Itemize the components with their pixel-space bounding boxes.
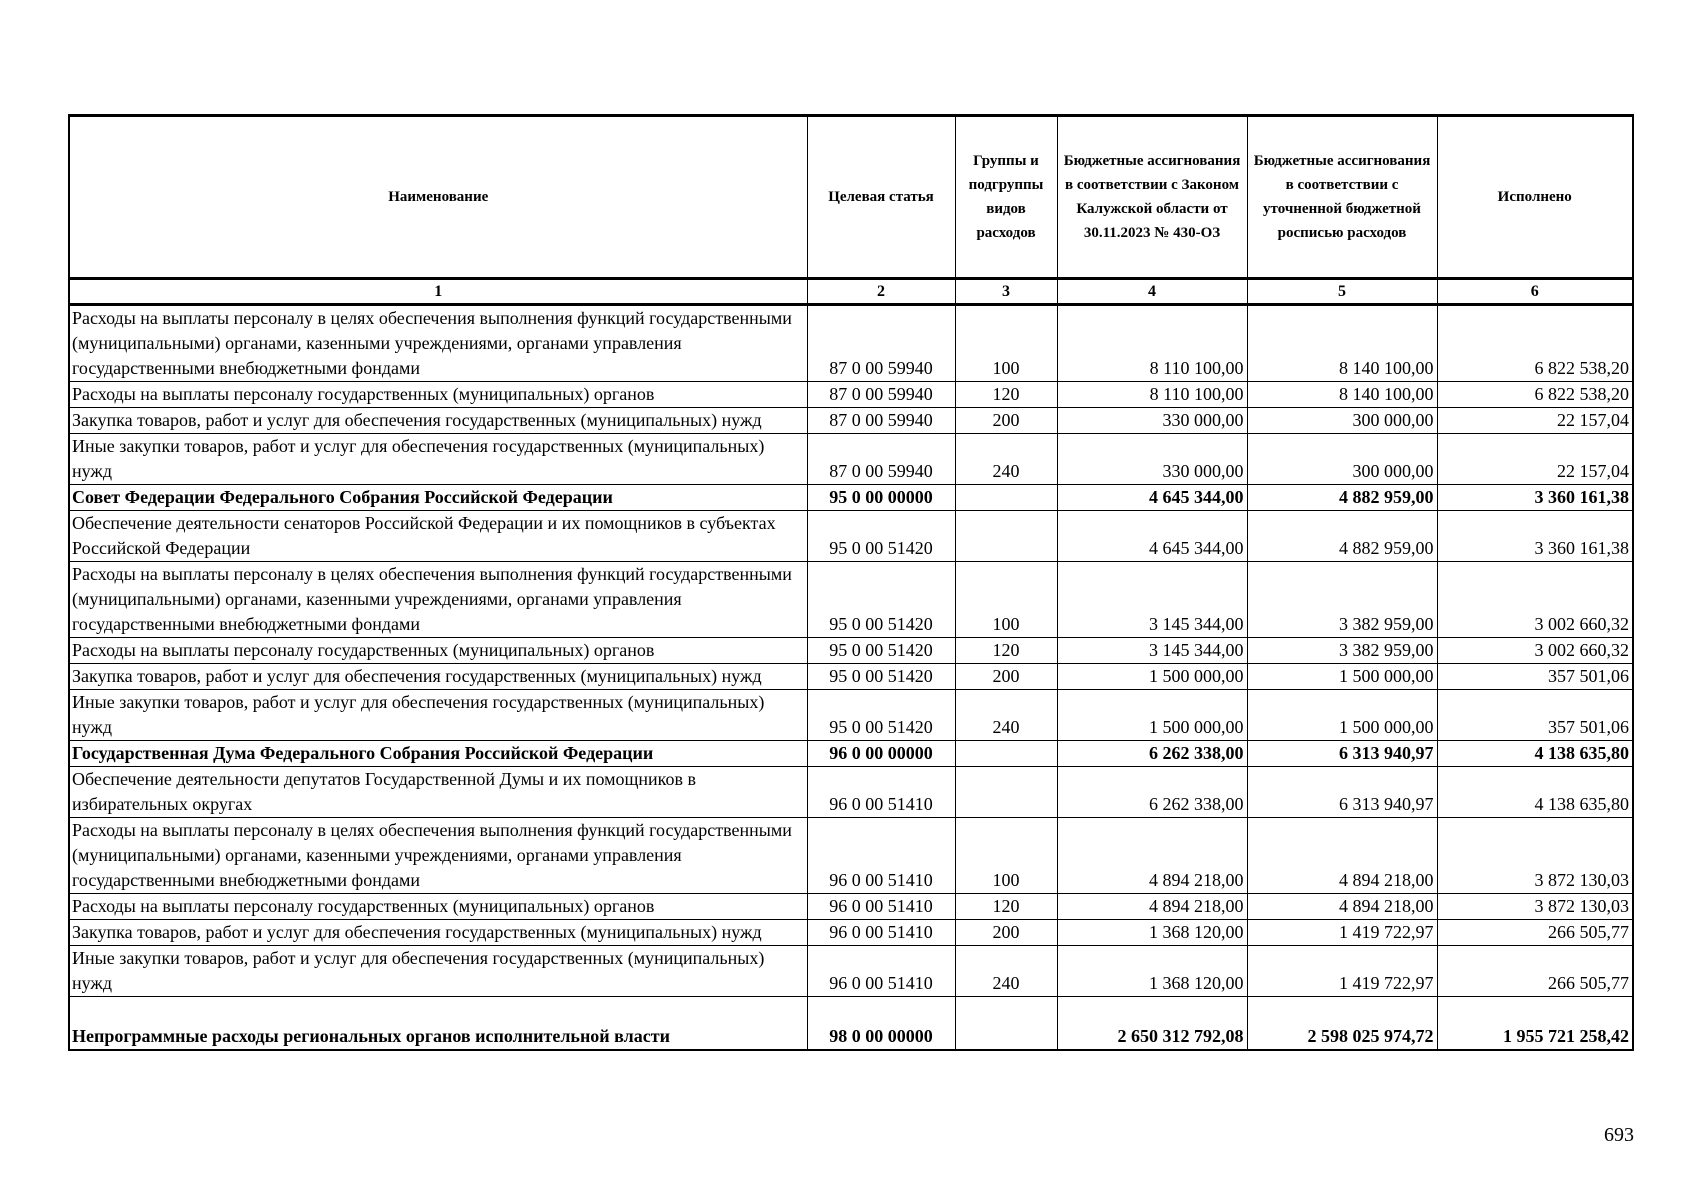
row-executed-amount: 1 955 721 258,42	[1437, 997, 1633, 1051]
row-refined-amount: 4 882 959,00	[1247, 511, 1437, 562]
row-executed-amount: 3 002 660,32	[1437, 562, 1633, 638]
row-name: Непрограммные расходы региональных органов исполнительной власти	[69, 997, 807, 1051]
row-expense-group: 120	[955, 638, 1057, 664]
row-name: Иные закупки товаров, работ и услуг для обеспечения государственных (муниципальных) нужд	[69, 690, 807, 741]
column-number: 1	[69, 279, 807, 305]
row-name: Государственная Дума Федерального Собрания Российской Федерации	[69, 741, 807, 767]
row-executed-amount: 3 872 130,03	[1437, 818, 1633, 894]
row-law-amount: 6 262 338,00	[1057, 767, 1247, 818]
row-name: Расходы на выплаты персоналу государственных (муниципальных) органов	[69, 894, 807, 920]
row-refined-amount: 4 894 218,00	[1247, 818, 1437, 894]
header-refined-allocations: Бюджетные ассигнования в соответствии с уточненной бюджетной росписью расходов	[1247, 116, 1437, 279]
column-number: 3	[955, 279, 1057, 305]
table-row	[69, 997, 1633, 1051]
row-executed-amount: 357 501,06	[1437, 664, 1633, 690]
row-refined-amount: 300 000,00	[1247, 408, 1437, 434]
row-refined-amount: 6 313 940,97	[1247, 767, 1437, 818]
table-row	[69, 741, 1633, 767]
row-executed-amount: 22 157,04	[1437, 408, 1633, 434]
row-expense-group: 200	[955, 664, 1057, 690]
row-refined-amount: 1 500 000,00	[1247, 690, 1437, 741]
row-executed-amount: 6 822 538,20	[1437, 305, 1633, 382]
row-refined-amount: 4 894 218,00	[1247, 894, 1437, 920]
row-target-article: 96 0 00 51410	[807, 818, 955, 894]
row-target-article: 95 0 00 51420	[807, 638, 955, 664]
table-row	[69, 562, 1633, 638]
row-expense-group: 100	[955, 305, 1057, 382]
page-number: 693	[1604, 1124, 1634, 1146]
header-name: Наименование	[69, 116, 807, 279]
row-expense-group	[955, 997, 1057, 1051]
row-name: Расходы на выплаты персоналу в целях обеспечения выполнения функций государственными (муниципальными) органами, казенными учреждениями, органами управления государственными внебюджетными фондами	[69, 562, 807, 638]
row-executed-amount: 3 360 161,38	[1437, 485, 1633, 511]
row-law-amount: 4 894 218,00	[1057, 894, 1247, 920]
table-row	[69, 920, 1633, 946]
row-name: Иные закупки товаров, работ и услуг для обеспечения государственных (муниципальных) нужд	[69, 434, 807, 485]
row-name: Обеспечение деятельности сенаторов Российской Федерации и их помощников в субъектах Российской Федерации	[69, 511, 807, 562]
row-expense-group	[955, 767, 1057, 818]
row-executed-amount: 3 360 161,38	[1437, 511, 1633, 562]
row-name: Обеспечение деятельности депутатов Государственной Думы и их помощников в избирательных округах	[69, 767, 807, 818]
row-refined-amount: 300 000,00	[1247, 434, 1437, 485]
row-target-article: 95 0 00 51420	[807, 690, 955, 741]
column-number: 5	[1247, 279, 1437, 305]
column-number: 2	[807, 279, 955, 305]
row-refined-amount: 8 140 100,00	[1247, 382, 1437, 408]
row-name: Иные закупки товаров, работ и услуг для обеспечения государственных (муниципальных) нужд	[69, 946, 807, 997]
row-name: Совет Федерации Федерального Собрания Российской Федерации	[69, 485, 807, 511]
row-target-article: 96 0 00 51410	[807, 894, 955, 920]
row-target-article: 96 0 00 51410	[807, 920, 955, 946]
row-expense-group: 240	[955, 690, 1057, 741]
row-target-article: 96 0 00 00000	[807, 741, 955, 767]
row-law-amount: 1 368 120,00	[1057, 946, 1247, 997]
header-executed: Исполнено	[1437, 116, 1633, 279]
row-refined-amount: 1 419 722,97	[1247, 946, 1437, 997]
row-law-amount: 8 110 100,00	[1057, 305, 1247, 382]
row-refined-amount: 2 598 025 974,72	[1247, 997, 1437, 1051]
row-name: Расходы на выплаты персоналу государственных (муниципальных) органов	[69, 638, 807, 664]
table-row	[69, 434, 1633, 485]
table-row	[69, 818, 1633, 894]
column-number: 6	[1437, 279, 1633, 305]
row-law-amount: 4 645 344,00	[1057, 485, 1247, 511]
table-row	[69, 894, 1633, 920]
row-name: Закупка товаров, работ и услуг для обеспечения государственных (муниципальных) нужд	[69, 408, 807, 434]
table-body	[69, 305, 1633, 1051]
row-expense-group: 240	[955, 434, 1057, 485]
table-header-row	[69, 116, 1633, 279]
header-target-article: Целевая статья	[807, 116, 955, 279]
row-expense-group	[955, 741, 1057, 767]
row-refined-amount: 3 382 959,00	[1247, 562, 1437, 638]
row-target-article: 95 0 00 00000	[807, 485, 955, 511]
row-executed-amount: 266 505,77	[1437, 920, 1633, 946]
row-expense-group: 100	[955, 818, 1057, 894]
row-law-amount: 330 000,00	[1057, 408, 1247, 434]
table-row	[69, 305, 1633, 382]
row-name: Расходы на выплаты персоналу государственных (муниципальных) органов	[69, 382, 807, 408]
row-executed-amount: 4 138 635,80	[1437, 741, 1633, 767]
row-executed-amount: 4 138 635,80	[1437, 767, 1633, 818]
table-row	[69, 638, 1633, 664]
row-expense-group: 120	[955, 894, 1057, 920]
table-row	[69, 690, 1633, 741]
row-law-amount: 6 262 338,00	[1057, 741, 1247, 767]
row-expense-group: 200	[955, 920, 1057, 946]
header-expense-groups: Группы и подгруппы видов расходов	[955, 116, 1057, 279]
row-target-article: 98 0 00 00000	[807, 997, 955, 1051]
table-row	[69, 408, 1633, 434]
row-law-amount: 3 145 344,00	[1057, 638, 1247, 664]
row-target-article: 95 0 00 51420	[807, 562, 955, 638]
row-law-amount: 3 145 344,00	[1057, 562, 1247, 638]
row-executed-amount: 6 822 538,20	[1437, 382, 1633, 408]
row-name: Расходы на выплаты персоналу в целях обеспечения выполнения функций государственными (муниципальными) органами, казенными учреждениями, органами управления государственными внебюджетными фондами	[69, 818, 807, 894]
row-executed-amount: 266 505,77	[1437, 946, 1633, 997]
row-refined-amount: 3 382 959,00	[1247, 638, 1437, 664]
row-executed-amount: 357 501,06	[1437, 690, 1633, 741]
row-name: Закупка товаров, работ и услуг для обеспечения государственных (муниципальных) нужд	[69, 920, 807, 946]
row-refined-amount: 1 419 722,97	[1247, 920, 1437, 946]
row-target-article: 87 0 00 59940	[807, 305, 955, 382]
row-law-amount: 1 500 000,00	[1057, 690, 1247, 741]
row-refined-amount: 1 500 000,00	[1247, 664, 1437, 690]
row-law-amount: 2 650 312 792,08	[1057, 997, 1247, 1051]
row-executed-amount: 22 157,04	[1437, 434, 1633, 485]
header-law-allocations: Бюджетные ассигнования в соответствии с Законом Калужской области от 30.11.2023 № 430-ОЗ	[1057, 116, 1247, 279]
row-law-amount: 4 894 218,00	[1057, 818, 1247, 894]
row-target-article: 96 0 00 51410	[807, 946, 955, 997]
row-target-article: 87 0 00 59940	[807, 382, 955, 408]
row-target-article: 87 0 00 59940	[807, 408, 955, 434]
table-row	[69, 946, 1633, 997]
row-target-article: 95 0 00 51420	[807, 511, 955, 562]
table-row	[69, 664, 1633, 690]
row-expense-group: 120	[955, 382, 1057, 408]
row-executed-amount: 3 872 130,03	[1437, 894, 1633, 920]
row-law-amount: 4 645 344,00	[1057, 511, 1247, 562]
row-refined-amount: 4 882 959,00	[1247, 485, 1437, 511]
budget-table	[68, 114, 1634, 1051]
row-law-amount: 1 368 120,00	[1057, 920, 1247, 946]
row-expense-group: 100	[955, 562, 1057, 638]
row-law-amount: 330 000,00	[1057, 434, 1247, 485]
table-row	[69, 485, 1633, 511]
row-target-article: 96 0 00 51410	[807, 767, 955, 818]
row-refined-amount: 6 313 940,97	[1247, 741, 1437, 767]
row-law-amount: 1 500 000,00	[1057, 664, 1247, 690]
table-row	[69, 511, 1633, 562]
row-refined-amount: 8 140 100,00	[1247, 305, 1437, 382]
row-executed-amount: 3 002 660,32	[1437, 638, 1633, 664]
row-expense-group: 200	[955, 408, 1057, 434]
row-target-article: 95 0 00 51420	[807, 664, 955, 690]
row-target-article: 87 0 00 59940	[807, 434, 955, 485]
row-law-amount: 8 110 100,00	[1057, 382, 1247, 408]
table-row	[69, 382, 1633, 408]
row-expense-group	[955, 485, 1057, 511]
column-number: 4	[1057, 279, 1247, 305]
column-number-row	[69, 279, 1633, 305]
table-row	[69, 767, 1633, 818]
row-name: Расходы на выплаты персоналу в целях обеспечения выполнения функций государственными (муниципальными) органами, казенными учреждениями, органами управления государственными внебюджетными фондами	[69, 305, 807, 382]
row-name: Закупка товаров, работ и услуг для обеспечения государственных (муниципальных) нужд	[69, 664, 807, 690]
row-expense-group	[955, 511, 1057, 562]
row-expense-group: 240	[955, 946, 1057, 997]
